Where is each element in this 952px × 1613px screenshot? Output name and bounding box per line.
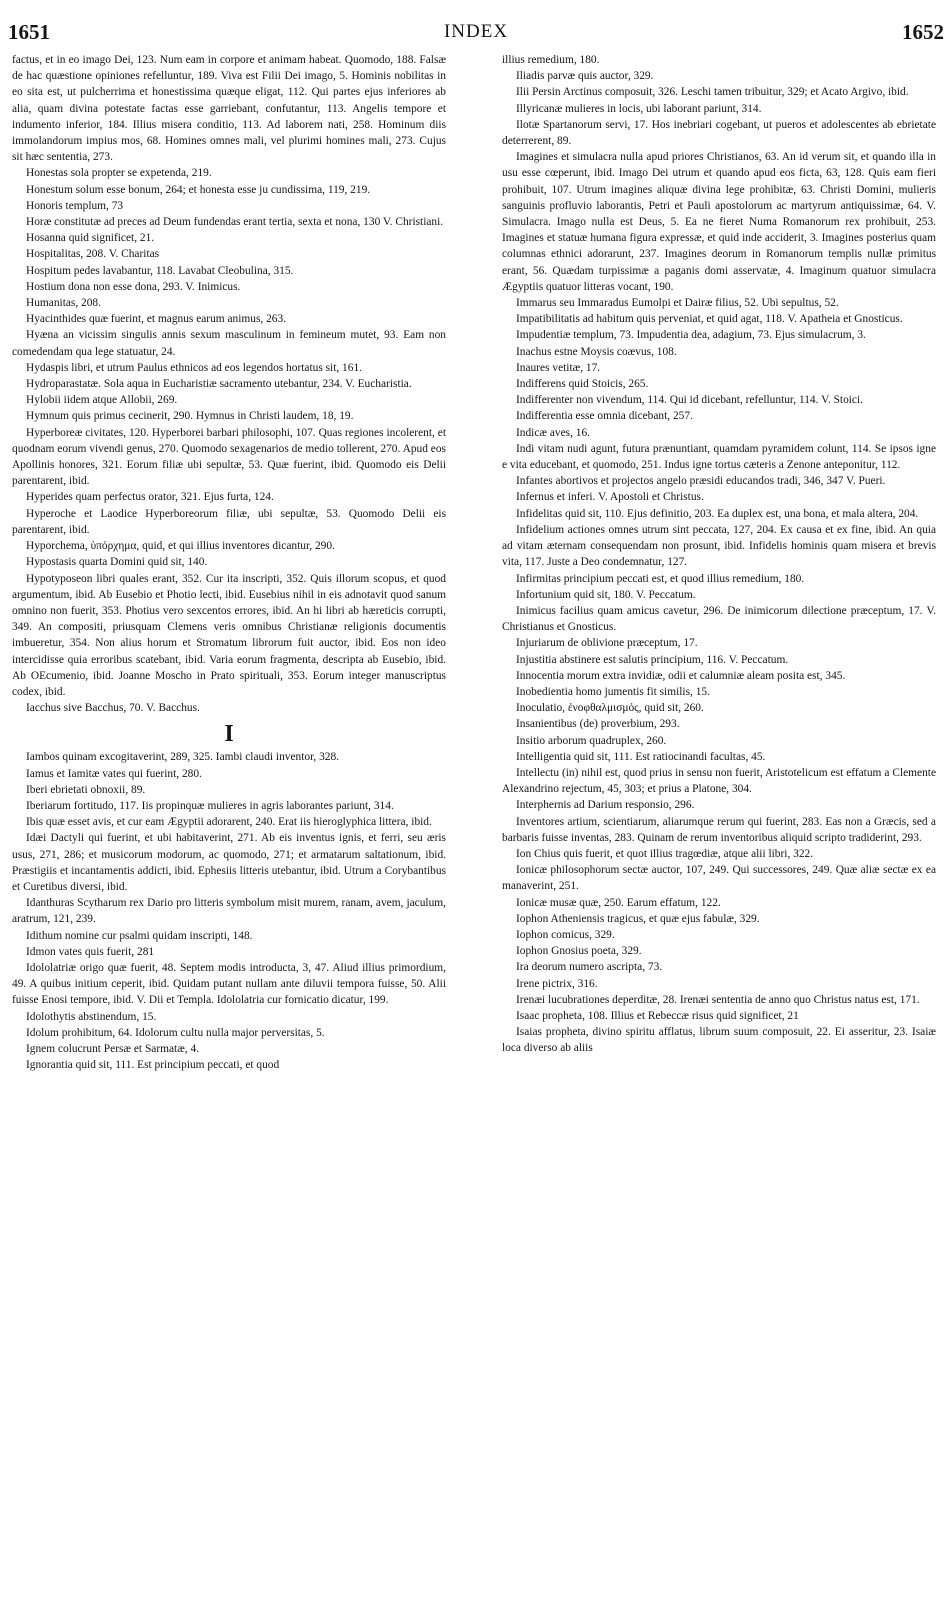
index-entry: factus, et in eo imago Dei, 123. Num eam in corpore et animam habeat. Quomodo, 188. Falsæ de hac quæstione opiniones refelluntur, 189. Viva est Filii Dei imago, 5. Hominis nobilitas in eo sita est, ut pulcherrima et honestissima quæque eligat, 112. Qui partes ejus inferiores ab alia, quam divina potestate factas esse garriebant, confutantur, 113. Angelis tempore et indumento inferior, 184. Illius misera conditio, 113. Ad laborem nati, 258. Hominum diis immolandorum impius mos, 68. Homines omnes mali, vel plurimi homines mali, 273. Cujus sit hæc sententia, 273.: [12, 54, 446, 164]
index-entry: Iambos quinam excogitaverint, 289, 325. Iambi claudi inventor, 328.: [26, 751, 340, 764]
index-entry: Inimicus facilius quam amicus cavetur, 296. De inimicorum dilectione præceptum, 17. V. Christianus et Gnosticus.: [502, 604, 936, 634]
index-entry: Ionicæ philosophorum sectæ auctor, 107, 249. Qui successores, 249. Quæ aliæ sectæ ex ea manaverint, 251.: [502, 864, 936, 893]
index-entry: Ilotæ Spartanorum servi, 17. Hos inebriari cogebant, ut pueros et adolescentes ab ebrietate deterrerent, 89.: [502, 118, 936, 148]
index-entry: Iberi ebrietati obnoxii, 89.: [26, 783, 146, 796]
index-entry: Iamus et Iamitæ vates qui fuerint, 280.: [26, 767, 202, 780]
index-entry: Intellectu (in) nihil est, quod prius in sensu non fuerit, Aristotelicum est effatum a Clemente Alexandrino rejectum, 45, 303; et prius a Platone, 304.: [502, 766, 936, 796]
index-entry: Idolum prohibitum, 64. Idolorum cultu nulla major perversitas, 5.: [26, 1026, 325, 1039]
index-entry: Hyacinthides quæ fuerint, et magnus earum animus, 263.: [26, 313, 287, 326]
index-entry: Impatibilitatis ad habitum quis perveniat, et quid agat, 118. V. Apatheia et Gnosticus.: [516, 313, 903, 326]
index-entry: Honoris templum, 73: [26, 199, 124, 212]
index-entry: Inobedientia homo jumentis fit similis, 15.: [516, 685, 710, 698]
index-entry: Indifferens quid Stoicis, 265.: [516, 378, 649, 391]
index-entry: Honestas sola propter se expetenda, 219.: [26, 167, 212, 180]
index-entry: Inoculatio, ἐνοφθαλμισμός, quid sit, 260.: [516, 702, 704, 715]
index-entry: Idmon vates quis fuerit, 281: [26, 945, 155, 958]
index-entry: Imagines et simulacra nulla apud priores Christianos, 63. An id verum sit, et quando illa in usu esse cœperunt, ibid. Imago Dei utrum et quando apud eos ficta, 63, 128. Quis eam fieri prohibuit, 107. Utrum imagines aliquæ divina lege prohibitæ, 63. Christi Domini, mulieris sanguinis profluvio laborantis, Petri et Pauli apostolorum ac martyrum antiquissimæ, 64. V. Simulacra. Imago nulla est Deus, 5. Ea ne fieret Numa Romanorum rex prohibuit, 253. Imagines et statuæ humana figura expressæ, et quid inde acciderit, 3. Imagines posterius quam columnas ethnici adorarunt, 237. Imagines deorum in Romanorum templis nullæ primitus erant, 56. Quædam turpissimæ a paganis domi asservatæ, 4. Imaginum quatuor simulacra Ægyptiis quatuor litteras vocant, 190.: [502, 151, 936, 293]
index-entry: Hypostasis quarta Domini quid sit, 140.: [26, 556, 208, 569]
index-entry: Intelligentia quid sit, 111. Est ratiocinandi facultas, 45.: [516, 750, 766, 763]
index-entry: Iophon Atheniensis tragicus, et quæ ejus fabulæ, 329.: [516, 912, 760, 925]
index-entry: Indifferenter non vivendum, 114. Qui id dicebant, refelluntur, 114. V. Stoici.: [516, 394, 863, 407]
index-entry: Humanitas, 208.: [26, 297, 101, 310]
index-entry: Interphernis ad Darium responsio, 296.: [516, 799, 695, 812]
index-entry: Inventores artium, scientiarum, aliarumque rerum qui fuerint, 283. Eas non a Græcis, sed a barbaris fuisse inventas, 283. Quinam de rerum inventoribus aliquid scripto tradiderint, 293.: [502, 815, 936, 844]
index-entry: Injustitia abstinere est salutis principium, 116. V. Peccatum.: [516, 653, 789, 666]
index-entry: Inaures vetitæ, 17.: [516, 361, 601, 374]
index-entry: Hyæna an vicissim singulis annis sexum masculinum in femineum mutet, 93. Eam non comedendam qua lege statuatur, 24.: [12, 329, 446, 358]
left-column: [12, 52, 446, 1073]
index-entry: Idolothytis abstinendum, 15.: [26, 1010, 157, 1023]
index-entry: Immarus seu Immaradus Eumolpi et Dairæ filius, 52. Ubi sepultus, 52.: [516, 297, 839, 310]
index-entry: Hyperides quam perfectus orator, 321. Ejus furta, 124.: [26, 491, 274, 504]
index-entry: Ionicæ musæ quæ, 250. Earum effatum, 122.: [516, 896, 721, 909]
index-entry: Hydroparastatæ. Sola aqua in Eucharistiæ sacramento utebantur, 234. V. Eucharistia.: [26, 378, 412, 391]
index-entry: Illyricanæ mulieres in locis, ubi laborant pariunt, 314.: [516, 102, 762, 115]
index-entry: Infidelitas quid sit, 110. Ejus definitio, 203. Ea duplex est, una bona, et mala altera, 204.: [516, 507, 919, 520]
index-entry: Hypotyposeon libri quales erant, 352. Cur ita inscripti, 352. Quis illorum scopus, et quod argumentum, ibid. Ab Eusebio et Photio lecti, ibid. Eusebius nihil in eis adnotavit quod sanum omnino non fuerit, 353. Photius vero sexcentos errores, ibid. An hi libri ab hæreticis corrupti, 349. An compositi, priusquam Clemens veris omnibus Christianæ religionis documentis imbueretur, 354. Non alius horum et Stromatum librorum fuit auctor, ibid. Eos non ideo intercidisse quia erroribus scatebant, ibid. Varia eorum fragmenta, descripta ab Eusebio, ibid. Ab OEcumenio, ibid. Joanne Moscho in Prato spirituali, 353. Eorum integer manuscriptus codex, ibid.: [12, 572, 446, 698]
index-entry: Iliadis parvæ quis auctor, 329.: [516, 70, 654, 83]
index-entry: Hospitum pedes lavabantur, 118. Lavabat Cleobulina, 315.: [26, 264, 294, 277]
right-column: [502, 52, 936, 1057]
index-entry: Hymnum quis primus cecinerit, 290. Hymnus in Christi laudem, 18, 19.: [26, 410, 354, 423]
index-entry: Ira deorum numero ascripta, 73.: [516, 961, 663, 974]
index-entry: Ignorantia quid sit, 111. Est principium peccati, et quod: [26, 1059, 280, 1072]
index-entry: Hospitalitas, 208. V. Charitas: [26, 248, 160, 261]
index-entry: Idololatriæ origo quæ fuerit, 48. Septem modis introducta, 3, 47. Aliud illius primordium, 49. A quibus initium ceperit, ibid. Quidam putant nullam ante diluvii tempora fuisse, 50. Alii fuisse Enosi tempore, ibid. V. Dii et Templa. Idololatria cur fornicatio dicatur, 199.: [12, 961, 446, 1007]
index-entry: Hostium dona non esse dona, 293. V. Inimicus.: [26, 280, 241, 293]
index-entry: Infortunium quid sit, 180. V. Peccatum.: [516, 588, 696, 601]
index-entry: Idanthuras Scytharum rex Dario pro litteris symbolum misit murem, ranam, avem, jaculum, aratrum, 121, 239.: [12, 897, 446, 926]
index-entry: Indi vitam nudi agunt, futura prænuntiant, quamdam pyramidem colunt, 114. Se ipsos igne e vita educebant, et quomodo, 251. Indus igne tortus cæteris a Zenone anteponitur, 112.: [502, 442, 936, 472]
index-entry: Irenæi lucubrationes deperditæ, 28. Irenæi sententia de anno quo Christus natus est, 171.: [516, 993, 920, 1006]
left-page-number: 1651: [8, 20, 50, 44]
index-entry: Iacchus sive Bacchus, 70. V. Bacchus.: [26, 702, 200, 715]
index-entry: Ilii Persin Arctinus composuit, 326. Leschi tamen tribuitur, 329; et Acato Argivo, ibid.: [516, 86, 909, 99]
index-entry: Irene pictrix, 316.: [516, 977, 598, 990]
index-entry: Hosanna quid significet, 21.: [26, 232, 155, 245]
index-entry: Isaac propheta, 108. Illius et Rebeccæ risus quid significet, 21: [516, 1009, 799, 1022]
index-entry: Hylobii iidem atque Allobii, 269.: [26, 394, 178, 407]
index-entry: Hydaspis libri, et utrum Paulus ethnicos ad eos legendos hortatus sit, 161.: [26, 361, 362, 374]
index-entry: Infirmitas principium peccati est, et quod illius remedium, 180.: [516, 572, 805, 585]
index-entry: Inachus estne Moysis coævus, 108.: [516, 345, 677, 358]
right-page-number: 1652: [902, 20, 944, 44]
index-entry: Iberiarum fortitudo, 117. Iis propinquæ mulieres in agris laborantes pariunt, 314.: [26, 799, 394, 812]
index-entry: Injuriarum de oblivione præceptum, 17.: [516, 637, 698, 650]
index-entry: Infidelium actiones omnes utrum sint peccata, 127, 204. Ex causa et ex fine, ibid. An quia ad vitam æternam consequendam non prosunt, ibid. Infidelis hominis quam misera et brevis vita, 117. Juste a Deo condemnatur, 127.: [502, 523, 936, 569]
index-entry: Hyperoche et Laodice Hyperboreorum filiæ, ubi sepultæ, 53. Quomodo Delii eis parentarent, ibid.: [12, 507, 446, 536]
index-entry: Infernus et inferi. V. Apostoli et Christus.: [516, 491, 704, 504]
index-entry: Isaias propheta, divino spiritu afflatus, librum suum composuit, 22. Ei asseritur, 23. Isaiæ loca diverso ab aliis: [502, 1026, 936, 1055]
running-head: INDEX: [443, 21, 509, 42]
index-entry: Ignem colucrunt Persæ et Sarmatæ, 4.: [26, 1042, 200, 1055]
index-entry: Idithum nomine cur psalmi quidam inscripti, 148.: [26, 929, 253, 942]
index-entry: Insitio arborum quadruplex, 260.: [516, 734, 667, 747]
index-entry: Idæi Dactyli qui fuerint, et ubi habitaverint, 271. Ab eis inventus ignis, et ferri, seu æris usus, 271, 286; et musicorum modorum, ac quomodo, 271; et armatarum saltationum, ibid. Præstigiis et incantamentis addicti, ibid. Ephesiis litteris utebantur, ibid. Utrum a Corybantibus et Curetibus diversi, ibid.: [12, 832, 446, 893]
index-entry: Honestum solum esse bonum, 264; et honesta esse ju cundissima, 119, 219.: [26, 183, 371, 196]
index-entry: Horæ constitutæ ad preces ad Deum fundendas erant tertia, sexta et nona, 130 V. Christiani.: [26, 216, 444, 229]
index-entry: Infantes abortivos et projectos angelo præsidi educandos tradi, 346, 347 V. Pueri.: [516, 475, 886, 488]
index-entry: Ibis quæ esset avis, et cur eam Ægyptii adorarent, 240. Erat iis hieroglyphica littera, ibid.: [26, 816, 432, 829]
index-entry: Indicæ aves, 16.: [516, 426, 591, 439]
page-header: [0, 0, 952, 44]
index-entry: Iophon Gnosius poeta, 329.: [516, 945, 642, 958]
index-entry: Impudentiæ templum, 73. Impudentia dea, adagium, 73. Ejus simulacrum, 3.: [516, 329, 866, 342]
section-letter-heading: I: [224, 721, 234, 748]
index-entry: Indifferentia esse omnia dicebant, 257.: [516, 410, 693, 423]
index-entry: illius remedium, 180.: [502, 54, 600, 66]
index-entry: Ion Chius quis fuerit, et quot illius tragœdiæ, atque alii libri, 322.: [516, 847, 814, 860]
index-entry: Insanientibus (de) proverbium, 293.: [516, 718, 680, 731]
index-entry: Hyporchema, ὑπόρχημα, quid, et qui illius inventores dicantur, 290.: [26, 540, 335, 553]
index-entry: Innocentia morum extra invidiæ, odii et calumniæ aleam posita est, 345.: [516, 669, 846, 682]
index-entry: Iophon comicus, 329.: [516, 928, 615, 941]
index-entry: Hyperboreæ civitates, 120. Hyperborei barbari philosophi, 107. Quas regiones incolerent, et quodnam eorum vivendi genus, 270. Quomodo sexagenarios de medio tollerent, 270. Apud eos Apollinis honores, 321. Eorum filiæ ubi sepultæ, 53. Quæ fuerint, ibid. Quomodo eis Delii parentarent, ibid.: [12, 426, 446, 488]
